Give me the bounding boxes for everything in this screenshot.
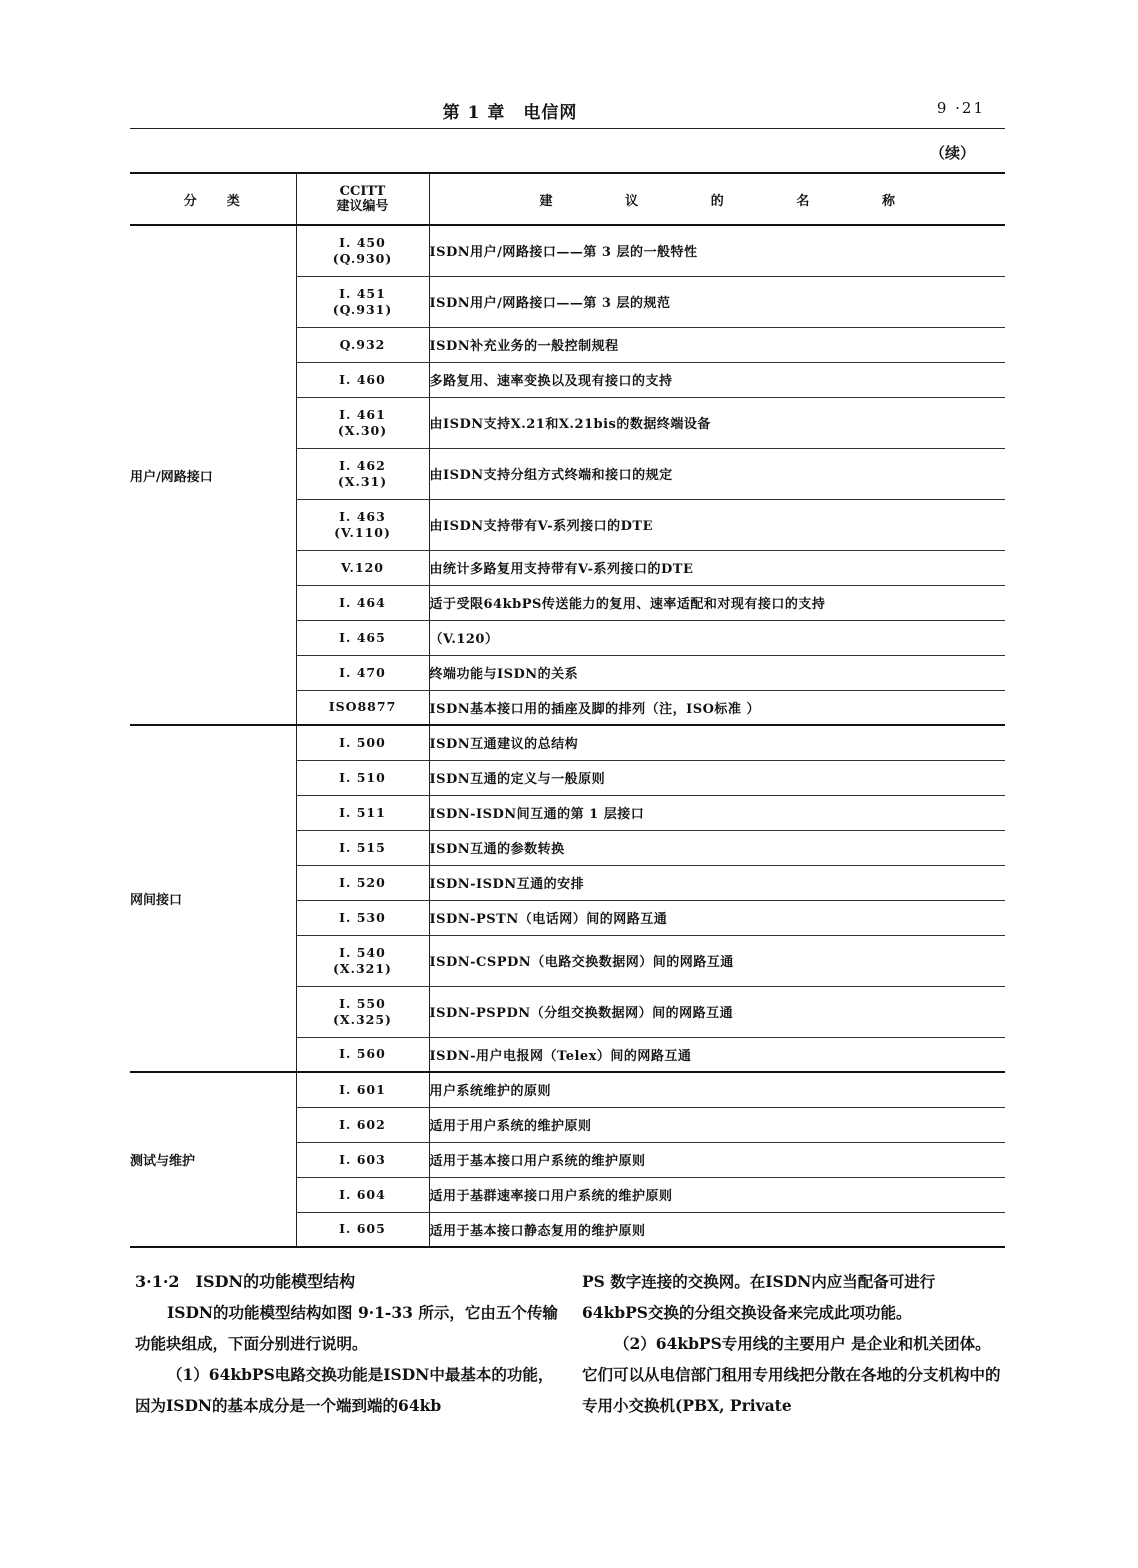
code-cell [296,760,429,795]
code-cell [296,276,429,327]
name-cell: 适用于基本接口静态复用的维护原则 [429,1212,1005,1247]
name-cell: ISDN互通建议的总结构 [429,725,1005,760]
code-line: Q.932 [339,336,386,352]
code-cell [296,1107,429,1142]
code-cell [296,550,429,585]
category-cell: 网间接口 [130,725,296,1072]
table-row [130,225,1005,276]
code-line: I. 520 [339,874,386,890]
name-cell: 由ISDN支持带有V-系列接口的DTE [429,499,1005,550]
code-cell [296,986,429,1037]
name-cell: 由ISDN支持X.21和X.21bis的数据终端设备 [429,397,1005,448]
code-line: V.120 [341,559,384,575]
name-cell: ISDN-PSTN（电话网）间的网路互通 [429,900,1005,935]
code-line: I. 500 [339,734,386,750]
name-cell: 适用于基群速率接口用户系统的维护原则 [429,1177,1005,1212]
code-line: I. 470 [339,664,386,680]
code-cell [296,1177,429,1212]
code-line: I. 450 [339,234,386,250]
code-line: (X.31) [337,473,388,489]
code-line: I. 560 [339,1046,386,1062]
code-line: (V.110) [334,524,391,540]
paragraph: PS 数字连接的交换网。在ISDN内应当配备可进行 64kbPS交换的分组交换设备来完成此项功能。 [582,1272,936,1322]
header-name [429,173,1005,225]
category-cell: 用户/网路接口 [130,225,296,725]
code-cell [296,690,429,725]
chapter-title: 第 1 章 电信网 [442,103,578,123]
table-body [130,225,1005,1247]
header-name-chars [430,190,1006,209]
code-line: I. 540 [339,944,386,960]
name-cell: ISDN用户/网路接口——第 3 层的规范 [429,276,1005,327]
page-header [130,96,1005,129]
header-name-char: 议 [625,193,639,209]
name-cell: ISDN-用户电报网（Telex）间的网路互通 [429,1037,1005,1072]
code-cell [296,900,429,935]
name-cell: ISDN互通的定义与一般原则 [429,760,1005,795]
name-cell: ISDN互通的参数转换 [429,830,1005,865]
code-line: I. 550 [339,995,386,1011]
code-cell [296,448,429,499]
code-line: (X.321) [333,960,392,976]
table-row [130,1072,1005,1107]
code-cell [296,327,429,362]
code-line: (Q.930) [332,250,393,266]
code-cell [296,1072,429,1107]
code-cell [296,795,429,830]
header-code [296,173,429,225]
code-cell [296,1212,429,1247]
header-code-line2: 建议编号 [336,199,389,214]
code-line: I. 460 [339,371,386,387]
code-cell [296,397,429,448]
section-title: 3·1·2 ISDN的功能模型结构 [135,1272,356,1291]
code-line: I. 463 [339,508,386,524]
code-cell [296,620,429,655]
name-cell: ISDN-CSPDN（电路交换数据网）间的网路互通 [429,935,1005,986]
name-cell: ISDN用户/网路接口——第 3 层的一般特性 [429,225,1005,276]
code-line: I. 601 [339,1081,386,1097]
header-code-line1: CCITT [339,184,386,199]
name-cell: 适用于用户系统的维护原则 [429,1107,1005,1142]
code-cell [296,1142,429,1177]
header-name-char: 建 [539,193,553,209]
isdn-recommendations-table [130,172,1005,1248]
code-line: I. 511 [339,804,386,820]
name-cell: 适用于基本接口用户系统的维护原则 [429,1142,1005,1177]
header-name-char: 的 [710,193,724,209]
name-cell: （V.120） [429,620,1005,655]
code-line: I. 451 [339,285,386,301]
code-line: I. 515 [339,839,386,855]
code-line: I. 602 [339,1116,386,1132]
category-cell: 测试与维护 [130,1072,296,1247]
code-line: I. 464 [339,594,386,610]
code-cell [296,1037,429,1072]
code-line: (X.325) [333,1011,392,1027]
paragraph: （1）64kbPS电路交换功能是ISDN中最基本的功能，因为ISDN的基本成分是一个端到端的64kb [135,1365,554,1415]
code-cell [296,935,429,986]
code-line: I. 465 [339,629,386,645]
code-line: I. 605 [339,1221,386,1237]
code-cell [296,725,429,760]
name-cell: 适于受限64kbPS传送能力的复用、速率适配和对现有接口的支持 [429,585,1005,620]
paragraph: （2）64kbPS专用线的主要用户 是企业和机关团体。它们可以从电信部门租用专用线把分散在各地的分支机构中的专用小交换机(PBX, Private [582,1334,1001,1415]
header-name-char: 称 [881,193,895,209]
code-line: I. 510 [339,769,386,785]
code-cell [296,362,429,397]
code-line: I. 462 [339,457,386,473]
name-cell: 由统计多路复用支持带有V-系列接口的DTE [429,550,1005,585]
name-cell: ISDN-ISDN间互通的第 1 层接口 [429,795,1005,830]
code-line: (X.30) [337,422,388,438]
body-left-column [135,1266,560,1421]
name-cell: ISDN补充业务的一般控制规程 [429,327,1005,362]
name-cell: 多路复用、速率变换以及现有接口的支持 [429,362,1005,397]
continued-label: （续） [930,144,976,162]
code-line: I. 603 [339,1151,386,1167]
name-cell: ISDN-ISDN互通的安排 [429,865,1005,900]
name-cell: ISDN-PSPDN（分组交换数据网）间的网路互通 [429,986,1005,1037]
header-name-char: 名 [796,193,810,209]
code-line: ISO8877 [328,699,397,715]
code-cell [296,225,429,276]
page-number: 9 ·21 [936,99,985,117]
name-cell: 由ISDN支持分组方式终端和接口的规定 [429,448,1005,499]
paragraph: ISDN的功能模型结构如图 9·1-33 所示，它由五个传输功能块组成，下面分别进行说明。 [135,1303,558,1353]
name-cell: 用户系统维护的原则 [429,1072,1005,1107]
body-right-column [582,1266,1004,1421]
code-line: I. 530 [339,909,386,925]
header-category: 分类 [130,173,296,225]
code-line: (Q.931) [332,301,393,317]
table-row [130,725,1005,760]
code-line: I. 604 [339,1186,386,1202]
code-line: I. 461 [339,406,386,422]
code-cell [296,830,429,865]
code-cell [296,655,429,690]
code-cell [296,865,429,900]
name-cell: 终端功能与ISDN的关系 [429,655,1005,690]
code-cell [296,499,429,550]
name-cell: ISDN基本接口用的插座及脚的排列（注，ISO标准 ） [429,690,1005,725]
code-cell [296,585,429,620]
